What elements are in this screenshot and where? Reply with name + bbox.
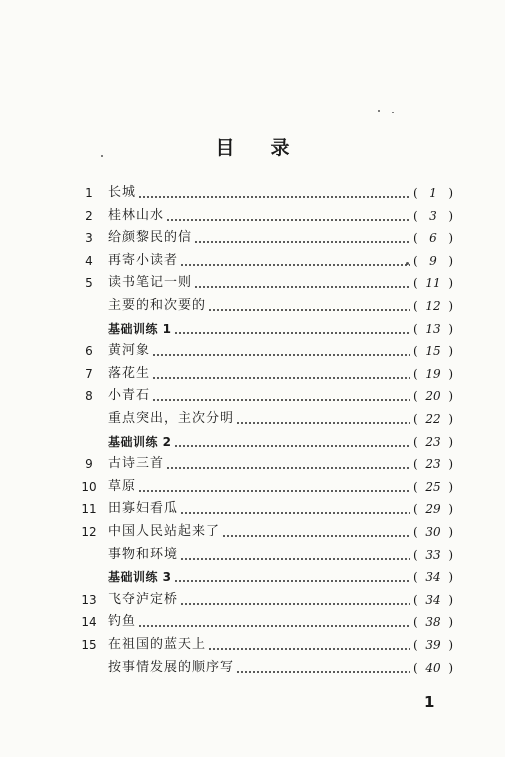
toc-page-ref	[413, 251, 455, 271]
close-paren: )	[448, 592, 453, 607]
dot-leader	[236, 409, 410, 429]
open-paren: (	[413, 615, 418, 630]
close-paren: )	[448, 276, 453, 291]
open-paren: (	[413, 366, 418, 381]
title-char-2: 录	[270, 137, 290, 159]
dot-leader	[166, 454, 410, 474]
toc-entry	[108, 183, 412, 203]
toc-page-ref	[413, 273, 455, 293]
toc-row	[0, 658, 505, 678]
open-paren: (	[413, 638, 418, 652]
toc-entry	[108, 364, 412, 384]
dot-leader	[236, 658, 410, 678]
page-number: 1	[424, 693, 435, 711]
close-paren: )	[448, 457, 453, 472]
scan-speck	[406, 262, 409, 265]
toc-page-ref	[413, 386, 455, 406]
toc-page-ref	[413, 364, 455, 384]
page-ref-number: 34	[425, 592, 441, 607]
dot-leader	[180, 499, 410, 519]
toc-page-ref	[413, 567, 455, 587]
open-paren: (	[413, 479, 418, 494]
toc-entry-title: 钓鱼	[108, 614, 137, 630]
toc-entry	[108, 386, 412, 406]
toc-entry	[108, 319, 412, 339]
toc-entry-title: 在祖国的蓝天上	[108, 637, 207, 652]
toc-entry-title: 给颜黎民的信	[108, 230, 193, 246]
toc-row	[0, 364, 505, 384]
lesson-number: 1	[85, 186, 93, 200]
toc-entry	[108, 635, 412, 655]
toc-entry-title: 再寄小读者	[108, 252, 179, 268]
toc-entry-title: 重点突出，主次分明	[108, 411, 235, 426]
toc-entry-title: 事物和环境	[108, 546, 179, 562]
dot-leader	[194, 273, 410, 293]
toc-page-ref	[413, 206, 455, 226]
toc-entry-title: 草原	[108, 478, 137, 494]
close-paren: )	[448, 412, 453, 426]
close-paren: )	[448, 231, 453, 246]
page-ref-number: 29	[425, 502, 441, 517]
toc-entry	[108, 499, 412, 519]
open-paren: (	[413, 389, 418, 404]
page-ref-number: 12	[425, 299, 441, 313]
page-ref-number: 23	[425, 434, 441, 449]
dot-leader	[222, 522, 410, 542]
lesson-number: 5	[85, 276, 93, 291]
toc-entry-title: 基础训练 3	[108, 570, 172, 585]
page-ref-number: 3	[429, 208, 437, 223]
toc-page-ref	[413, 341, 455, 361]
title-char-1: 目	[215, 137, 235, 159]
lesson-number: 3	[85, 231, 93, 246]
open-paren: (	[413, 547, 418, 562]
page-ref-number: 22	[425, 412, 441, 426]
page-ref-number: 40	[425, 660, 441, 675]
dot-leader	[180, 590, 410, 610]
scan-speck	[101, 155, 103, 157]
lesson-number: 8	[85, 389, 93, 404]
page-ref-number: 13	[425, 321, 441, 336]
toc-page-ref	[413, 183, 455, 203]
toc-row	[0, 590, 505, 610]
dot-leader	[208, 635, 410, 655]
scan-speck	[378, 110, 380, 112]
lesson-number: 13	[81, 592, 97, 607]
toc-page-ref	[413, 499, 455, 519]
toc-entry	[108, 206, 412, 226]
lesson-number: 7	[85, 366, 93, 381]
toc-row	[0, 341, 505, 361]
close-paren: )	[448, 253, 453, 268]
lesson-number: 4	[85, 253, 93, 268]
toc-entry	[108, 545, 412, 565]
toc-row	[0, 183, 505, 203]
toc-page-ref	[413, 545, 455, 565]
page-ref-number: 23	[425, 457, 441, 472]
toc-entry-title: 读书笔记一则	[108, 275, 193, 291]
page-ref-number: 11	[425, 276, 441, 291]
page-ref-number: 34	[425, 570, 441, 585]
close-paren: )	[448, 547, 453, 562]
toc-row	[0, 522, 505, 542]
dot-leader	[174, 319, 410, 339]
dot-leader	[180, 251, 410, 271]
page-ref-number: 15	[425, 344, 441, 359]
lesson-number: 11	[81, 502, 97, 517]
lesson-number: 6	[85, 344, 93, 359]
open-paren: (	[413, 592, 418, 607]
lesson-number: 12	[81, 525, 97, 539]
close-paren: )	[448, 660, 453, 675]
toc-entry-title: 飞夺泸定桥	[108, 591, 179, 607]
toc-page-ref	[413, 454, 455, 474]
open-paren: (	[413, 299, 418, 313]
open-paren: (	[413, 321, 418, 336]
dot-leader	[138, 477, 410, 497]
open-paren: (	[413, 208, 418, 223]
toc-entry	[108, 454, 412, 474]
toc-row	[0, 409, 505, 429]
open-paren: (	[413, 457, 418, 472]
close-paren: )	[448, 299, 453, 313]
toc-entry	[108, 477, 412, 497]
close-paren: )	[448, 344, 453, 359]
toc-entry	[108, 612, 412, 632]
toc-row	[0, 228, 505, 248]
toc-page-ref	[413, 522, 455, 542]
toc-row	[0, 296, 505, 316]
toc-row	[0, 545, 505, 565]
toc-row	[0, 251, 505, 271]
toc-row	[0, 432, 505, 452]
open-paren: (	[413, 276, 418, 291]
page-ref-number: 19	[425, 366, 441, 381]
open-paren: (	[413, 525, 418, 539]
toc-row	[0, 319, 505, 339]
lesson-number: 15	[81, 638, 97, 652]
toc-row	[0, 612, 505, 632]
toc-entry-title: 黄河象	[108, 343, 151, 359]
lesson-number: 10	[81, 479, 97, 494]
toc-entry	[108, 228, 412, 248]
close-paren: )	[448, 366, 453, 381]
dot-leader	[174, 432, 410, 452]
open-paren: (	[413, 570, 418, 585]
toc-page-ref	[413, 477, 455, 497]
close-paren: )	[448, 321, 453, 336]
close-paren: )	[448, 186, 453, 200]
close-paren: )	[448, 525, 453, 539]
lesson-number: 2	[85, 208, 93, 223]
page-ref-number: 1	[429, 186, 437, 200]
toc-entry-title: 小青石	[108, 388, 151, 404]
lesson-number: 14	[81, 615, 97, 630]
close-paren: )	[448, 615, 453, 630]
page-ref-number: 25	[425, 479, 441, 494]
close-paren: )	[448, 434, 453, 449]
toc-entry-title: 主要的和次要的	[108, 298, 207, 313]
page-ref-number: 20	[425, 389, 441, 404]
dot-leader	[152, 386, 410, 406]
toc-page-ref	[413, 590, 455, 610]
toc-row	[0, 567, 505, 587]
toc-entry	[108, 590, 412, 610]
toc-entry	[108, 409, 412, 429]
toc-entry	[108, 522, 412, 542]
open-paren: (	[413, 434, 418, 449]
toc-entry	[108, 296, 412, 316]
toc-entry	[108, 432, 412, 452]
toc-row	[0, 499, 505, 519]
page-ref-number: 30	[425, 525, 441, 539]
page-ref-number: 6	[429, 231, 437, 246]
scan-speck	[392, 112, 394, 113]
open-paren: (	[413, 186, 418, 200]
close-paren: )	[448, 389, 453, 404]
toc-row	[0, 206, 505, 226]
dot-leader	[152, 364, 410, 384]
toc-entry	[108, 273, 412, 293]
toc-entry-title: 长城	[108, 185, 137, 200]
close-paren: )	[448, 208, 453, 223]
toc-entry	[108, 341, 412, 361]
page-title	[0, 133, 505, 160]
toc-page-ref	[413, 296, 455, 316]
open-paren: (	[413, 502, 418, 517]
toc-row	[0, 386, 505, 406]
toc-entry-title: 中国人民站起来了	[108, 524, 221, 539]
toc-page-ref	[413, 319, 455, 339]
dot-leader	[138, 183, 410, 203]
page-ref-number: 33	[425, 547, 441, 562]
dot-leader	[194, 228, 410, 248]
page-ref-number: 39	[425, 638, 441, 652]
toc-entry-title: 按事情发展的顺序写	[108, 659, 235, 675]
toc-entry-title: 基础训练 2	[108, 434, 172, 449]
toc-row	[0, 635, 505, 655]
toc-entry-title: 落花生	[108, 365, 151, 381]
close-paren: )	[448, 638, 453, 652]
toc-entry-title: 桂林山水	[108, 207, 165, 223]
page-ref-number: 9	[429, 253, 437, 268]
toc-entry	[108, 251, 412, 271]
toc-row	[0, 477, 505, 497]
toc-entry-title: 田寡妇看瓜	[108, 501, 179, 517]
page-ref-number: 38	[425, 615, 441, 630]
dot-leader	[138, 612, 410, 632]
dot-leader	[208, 296, 410, 316]
dot-leader	[166, 206, 410, 226]
open-paren: (	[413, 660, 418, 675]
toc-page-ref	[413, 409, 455, 429]
toc-entry-title: 古诗三首	[108, 456, 165, 472]
toc-row	[0, 273, 505, 293]
dot-leader	[180, 545, 410, 565]
dot-leader	[174, 567, 410, 587]
toc-entry	[108, 567, 412, 587]
dot-leader	[152, 341, 410, 361]
lesson-number: 9	[85, 457, 93, 472]
open-paren: (	[413, 253, 418, 268]
toc-page-ref	[413, 635, 455, 655]
toc-row	[0, 454, 505, 474]
close-paren: )	[448, 570, 453, 585]
toc-entry-title: 基础训练 1	[108, 321, 172, 336]
close-paren: )	[448, 502, 453, 517]
open-paren: (	[413, 231, 418, 246]
toc-page-ref	[413, 612, 455, 632]
toc-entry	[108, 658, 412, 678]
toc-page-ref	[413, 228, 455, 248]
toc-page-ref	[413, 432, 455, 452]
open-paren: (	[413, 344, 418, 359]
open-paren: (	[413, 412, 418, 426]
toc-page-ref	[413, 658, 455, 678]
close-paren: )	[448, 479, 453, 494]
